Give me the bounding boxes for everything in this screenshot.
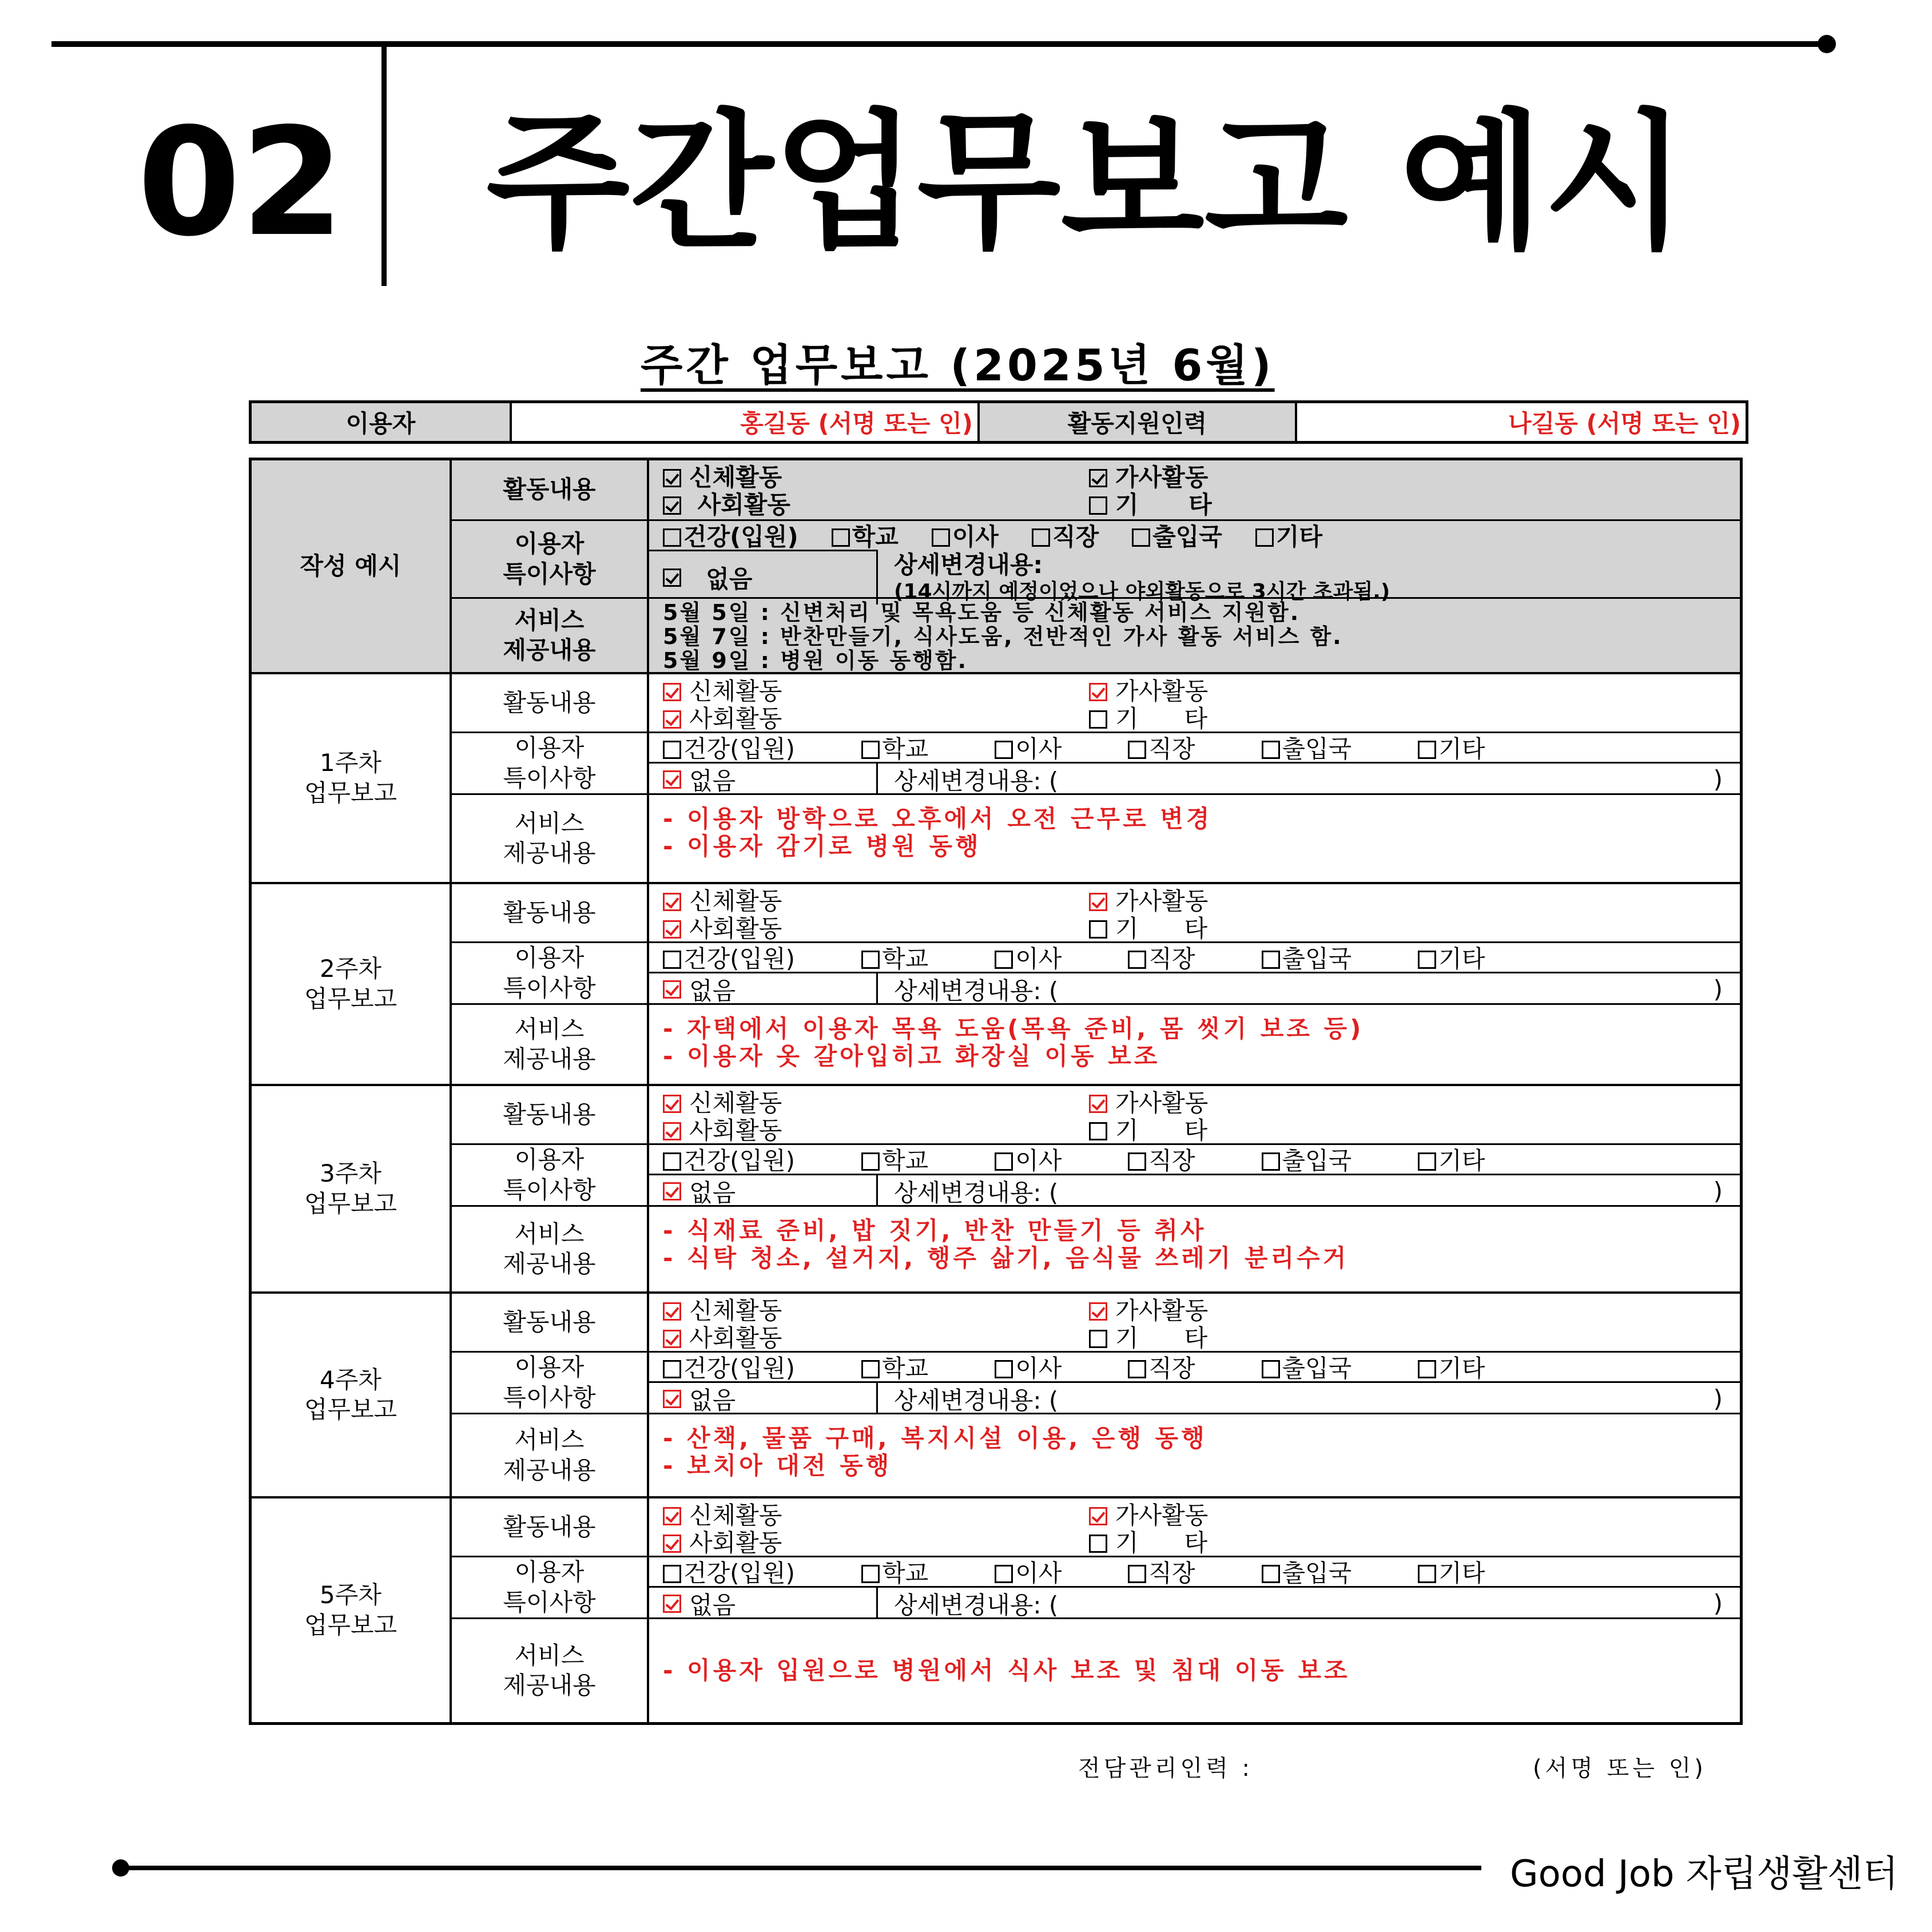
top-rule-dot xyxy=(1818,35,1836,53)
option-housework: 가사활동 xyxy=(1115,887,1209,915)
checkbox-icon[interactable] xyxy=(995,741,1013,759)
close-paren: ) xyxy=(1713,1177,1723,1205)
checkbox-icon[interactable] xyxy=(932,528,950,547)
special-option: 학교 xyxy=(882,735,929,763)
checkbox-icon[interactable] xyxy=(995,951,1013,969)
checkbox-icon[interactable] xyxy=(1089,496,1107,515)
special-label: 이용자 xyxy=(514,1353,585,1381)
special-option: 기타 xyxy=(1438,1354,1485,1382)
special-label: 이용자 xyxy=(514,734,585,762)
checkbox-icon[interactable] xyxy=(861,951,880,969)
service-item: - 보치아 대전 동행 xyxy=(663,1452,892,1480)
special-option: 출입국 xyxy=(1282,735,1352,763)
special-option: 학교 xyxy=(852,523,899,551)
checkbox-checked-icon[interactable] xyxy=(663,683,681,701)
header-row xyxy=(249,400,1748,444)
special-option: 직장 xyxy=(1148,1354,1195,1382)
checkbox-checked-icon[interactable] xyxy=(663,1595,681,1613)
option-physical: 신체활동 xyxy=(689,463,782,491)
checkbox-icon[interactable] xyxy=(832,528,850,547)
checkbox-icon[interactable] xyxy=(1089,710,1107,729)
checkbox-checked-icon[interactable] xyxy=(663,1330,681,1348)
option-social: 사회활동 xyxy=(689,915,782,943)
service-item: - 이용자 입원으로 병원에서 식사 보조 및 침대 이동 보조 xyxy=(663,1656,1350,1684)
checkbox-icon[interactable] xyxy=(1089,1535,1107,1553)
special-option: 직장 xyxy=(1052,523,1099,551)
special-option: 출입국 xyxy=(1282,1559,1352,1587)
checkbox-checked-icon[interactable] xyxy=(663,1122,681,1140)
option-social: 사회활동 xyxy=(689,705,782,733)
special-option: 건강(입원) xyxy=(683,1354,796,1382)
activity-label: 활동내용 xyxy=(452,674,649,732)
service-item: - 자택에서 이용자 목욕 도움(목욕 준비, 몸 씻기 보조 등) xyxy=(663,1015,1364,1043)
week-label: 업무보고 xyxy=(304,1611,397,1639)
checkbox-icon[interactable] xyxy=(1262,741,1280,759)
detail-title: 상세변경내용: xyxy=(894,551,1043,579)
checkbox-icon[interactable] xyxy=(861,1360,880,1378)
manager-signature-label: 전담관리인력 : xyxy=(1078,1755,1254,1782)
option-none: 없음 xyxy=(689,976,736,1005)
checkbox-checked-icon[interactable] xyxy=(663,980,681,999)
manager-signature-field[interactable]: (서명 또는 인) xyxy=(1533,1755,1707,1782)
detail-field[interactable]: 상세변경내용: ( xyxy=(894,1591,1059,1619)
special-option: 기타 xyxy=(1275,523,1323,551)
special-option: 학교 xyxy=(882,1354,929,1382)
checkbox-icon[interactable] xyxy=(1128,951,1146,969)
option-housework: 가사활동 xyxy=(1115,1089,1209,1117)
detail-field[interactable]: 상세변경내용: ( xyxy=(894,766,1059,795)
week-label: 업무보고 xyxy=(304,778,397,807)
detail-field[interactable]: 상세변경내용: ( xyxy=(894,1386,1059,1414)
special-option: 기타 xyxy=(1438,735,1485,763)
checkbox-checked-icon[interactable] xyxy=(1089,1507,1107,1525)
checkbox-icon[interactable] xyxy=(1132,528,1150,547)
week-label: 업무보고 xyxy=(304,984,397,1013)
special-option: 직장 xyxy=(1148,735,1195,763)
checkbox-checked-icon[interactable] xyxy=(663,920,681,939)
bottom-rule xyxy=(114,1866,1481,1870)
week-label: 3주차 xyxy=(320,1159,381,1187)
service-item: - 식탁 청소, 설거지, 행주 삶기, 음식물 쓰레기 분리수거 xyxy=(663,1244,1349,1273)
service-item: 5월 5일 : 신변처리 및 목욕도움 등 신체활동 서비스 지원함. xyxy=(663,600,1301,625)
week-group xyxy=(252,1498,1740,1722)
special-option: 이사 xyxy=(1015,1354,1062,1382)
special-option: 직장 xyxy=(1148,1559,1195,1587)
activity-label: 활동내용 xyxy=(452,460,649,519)
special-label: 이용자 xyxy=(514,1558,585,1586)
section-title: 주간업무보고 예시 xyxy=(486,97,1687,269)
service-label: 서비스 xyxy=(514,1641,585,1669)
bottom-rule-dot xyxy=(112,1859,129,1877)
special-option: 학교 xyxy=(882,1147,929,1175)
special-option: 출입국 xyxy=(1282,1147,1352,1175)
week-label: 1주차 xyxy=(320,749,381,777)
checkbox-checked-icon[interactable] xyxy=(663,1182,681,1200)
option-physical: 신체활동 xyxy=(689,1297,782,1325)
detail-field[interactable]: 상세변경내용: ( xyxy=(894,976,1059,1005)
checkbox-icon[interactable] xyxy=(1128,1565,1146,1583)
checkbox-checked-icon[interactable] xyxy=(1089,1302,1107,1321)
checkbox-icon[interactable] xyxy=(1262,951,1280,969)
option-other: 기 타 xyxy=(1115,1324,1208,1353)
checkbox-checked-icon[interactable] xyxy=(663,770,681,789)
checkbox-icon[interactable] xyxy=(663,741,681,759)
option-none: 없음 xyxy=(689,766,736,795)
checkbox-checked-icon[interactable] xyxy=(663,1390,681,1408)
checkbox-icon[interactable] xyxy=(1089,1122,1107,1140)
special-option: 건강(입원) xyxy=(683,523,798,551)
service-item: - 식재료 준비, 밥 짓기, 반찬 만들기 등 취사 xyxy=(663,1217,1207,1245)
checkbox-icon[interactable] xyxy=(861,1152,880,1171)
checkbox-checked-icon[interactable] xyxy=(663,1535,681,1553)
detail-field[interactable]: 상세변경내용: ( xyxy=(894,1178,1059,1207)
special-option: 학교 xyxy=(882,945,929,973)
checkbox-icon[interactable] xyxy=(1262,1565,1280,1583)
week-label: 업무보고 xyxy=(304,1396,397,1424)
option-none: 없음 xyxy=(706,565,753,594)
special-option: 이사 xyxy=(1015,945,1062,973)
service-label: 제공내용 xyxy=(503,1456,596,1484)
checkbox-icon[interactable] xyxy=(1255,528,1274,547)
checkbox-icon[interactable] xyxy=(1089,1330,1107,1348)
special-label: 이용자 xyxy=(514,530,585,558)
option-social: 사회활동 xyxy=(689,1529,782,1557)
service-label: 제공내용 xyxy=(503,839,596,867)
checkbox-checked-icon[interactable] xyxy=(1089,469,1107,487)
service-label: 제공내용 xyxy=(503,1045,596,1073)
supporter-label: 활동지원인력 xyxy=(980,403,1297,441)
option-housework: 가사활동 xyxy=(1115,677,1209,705)
activity-label: 활동내용 xyxy=(452,884,649,941)
close-paren: ) xyxy=(1713,1589,1723,1617)
special-label: 특이사항 xyxy=(503,764,596,792)
checkbox-icon[interactable] xyxy=(1032,528,1050,547)
special-option: 이사 xyxy=(1015,735,1062,763)
option-housework: 가사활동 xyxy=(1115,1501,1209,1529)
checkbox-checked-icon[interactable] xyxy=(663,569,681,587)
close-paren: ) xyxy=(1713,765,1723,793)
activity-label: 활동내용 xyxy=(452,1498,649,1556)
checkbox-icon[interactable] xyxy=(1418,1152,1436,1171)
service-item: - 이용자 방학으로 오후에서 오전 근무로 변경 xyxy=(663,805,1213,833)
checkbox-checked-icon[interactable] xyxy=(663,893,681,911)
special-option: 건강(입원) xyxy=(683,1559,796,1587)
special-option: 학교 xyxy=(882,1559,929,1587)
option-none: 없음 xyxy=(689,1386,736,1414)
service-item: 5월 7일 : 반찬만들기, 식사도움, 전반적인 가사 활동 서비스 함. xyxy=(663,623,1343,649)
supporter-signature: 나길동 (서명 또는 인) xyxy=(1508,410,1741,438)
checkbox-icon[interactable] xyxy=(1089,920,1107,939)
service-item: - 이용자 감기로 병원 동행 xyxy=(663,832,981,861)
special-option: 건강(입원) xyxy=(683,1147,796,1175)
option-social: 사회활동 xyxy=(689,1116,782,1145)
checkbox-icon[interactable] xyxy=(1418,1565,1436,1583)
option-physical: 신체활동 xyxy=(689,1501,782,1529)
checkbox-icon[interactable] xyxy=(1262,1152,1280,1171)
service-label: 서비스 xyxy=(514,809,585,837)
option-none: 없음 xyxy=(689,1178,736,1207)
checkbox-checked-icon[interactable] xyxy=(1089,893,1107,911)
user-label: 이용자 xyxy=(252,403,512,441)
service-label: 서비스 xyxy=(514,1219,585,1248)
special-label: 특이사항 xyxy=(503,559,596,588)
checkbox-icon[interactable] xyxy=(1262,1360,1280,1378)
checkbox-icon[interactable] xyxy=(663,1152,681,1171)
week-group xyxy=(252,1086,1740,1294)
checkbox-icon[interactable] xyxy=(663,1360,681,1378)
option-other: 기 타 xyxy=(1115,491,1212,519)
option-physical: 신체활동 xyxy=(689,887,782,915)
special-option: 이사 xyxy=(1015,1559,1062,1587)
option-other: 기 타 xyxy=(1115,915,1208,943)
activity-label: 활동내용 xyxy=(452,1294,649,1351)
service-label: 서비스 xyxy=(514,1426,585,1454)
top-rule xyxy=(51,41,1827,47)
close-paren: ) xyxy=(1713,975,1723,1003)
option-housework: 가사활동 xyxy=(1115,463,1209,491)
checkbox-icon[interactable] xyxy=(1128,1360,1146,1378)
close-paren: ) xyxy=(1713,1385,1723,1413)
service-item: - 이용자 옷 갈아입히고 화장실 이동 보조 xyxy=(663,1042,1160,1071)
special-option: 이사 xyxy=(952,523,999,551)
checkbox-checked-icon[interactable] xyxy=(663,710,681,729)
week-group xyxy=(252,884,1740,1086)
document-title: 주간 업무보고 (2025년 6월) xyxy=(641,340,1275,391)
special-option: 건강(입원) xyxy=(683,735,796,763)
special-label: 이용자 xyxy=(514,1146,585,1174)
week-label: 2주차 xyxy=(320,955,381,983)
special-option: 출입국 xyxy=(1152,523,1222,551)
service-label: 제공내용 xyxy=(503,1671,596,1699)
example-group xyxy=(252,460,1740,674)
checkbox-icon[interactable] xyxy=(1418,741,1436,759)
checkbox-icon[interactable] xyxy=(1128,1152,1146,1171)
checkbox-icon[interactable] xyxy=(861,741,880,759)
service-item: 5월 9일 : 병원 이동 동행함. xyxy=(663,647,968,673)
week-group xyxy=(252,1294,1740,1498)
special-label: 특이사항 xyxy=(503,1175,596,1204)
week-group xyxy=(252,674,1740,884)
special-option: 이사 xyxy=(1015,1147,1062,1175)
service-label: 제공내용 xyxy=(503,636,596,664)
special-label: 특이사항 xyxy=(503,1588,596,1616)
checkbox-checked-icon[interactable] xyxy=(663,1302,681,1321)
service-label: 제공내용 xyxy=(503,1250,596,1278)
special-option: 기타 xyxy=(1438,945,1485,973)
special-option: 건강(입원) xyxy=(683,945,796,973)
special-option: 출입국 xyxy=(1282,945,1352,973)
option-social: 사회활동 xyxy=(689,1324,782,1353)
section-number: 02 xyxy=(137,97,344,269)
option-physical: 신체활동 xyxy=(689,677,782,705)
week-label: 5주차 xyxy=(320,1581,381,1609)
checkbox-icon[interactable] xyxy=(663,951,681,969)
special-option: 기타 xyxy=(1438,1147,1485,1175)
week-label: 4주차 xyxy=(320,1365,381,1394)
checkbox-icon[interactable] xyxy=(861,1565,880,1583)
special-option: 직장 xyxy=(1148,1147,1195,1175)
special-option: 기타 xyxy=(1438,1559,1485,1587)
checkbox-icon[interactable] xyxy=(995,1360,1013,1378)
option-other: 기 타 xyxy=(1115,1529,1208,1557)
checkbox-checked-icon[interactable] xyxy=(663,1507,681,1525)
option-social: 사회활동 xyxy=(697,491,790,519)
service-item: - 산책, 물품 구매, 복지시설 이용, 은행 동행 xyxy=(663,1424,1207,1452)
checkbox-icon[interactable] xyxy=(995,1152,1013,1171)
option-housework: 가사활동 xyxy=(1115,1297,1209,1325)
report-table xyxy=(249,458,1743,1725)
checkbox-checked-icon[interactable] xyxy=(1089,683,1107,701)
checkbox-icon[interactable] xyxy=(1418,951,1436,969)
checkbox-icon[interactable] xyxy=(1418,1360,1436,1378)
special-option: 출입국 xyxy=(1282,1354,1352,1382)
detail-text: (14시까지 예정이었으나 야외활동으로 3시간 초과됨.) xyxy=(894,580,1390,604)
checkbox-checked-icon[interactable] xyxy=(663,469,681,487)
special-label: 특이사항 xyxy=(503,1383,596,1412)
service-label: 서비스 xyxy=(514,606,585,634)
option-other: 기 타 xyxy=(1115,705,1208,733)
checkbox-icon[interactable] xyxy=(995,1565,1013,1583)
special-label: 이용자 xyxy=(514,944,585,972)
checkbox-icon[interactable] xyxy=(663,528,681,547)
service-label: 서비스 xyxy=(514,1015,585,1043)
option-other: 기 타 xyxy=(1115,1116,1208,1145)
checkbox-icon[interactable] xyxy=(1128,741,1146,759)
checkbox-checked-icon[interactable] xyxy=(663,1095,681,1113)
option-physical: 신체활동 xyxy=(689,1089,782,1117)
activity-label: 활동내용 xyxy=(452,1086,649,1143)
week-label: 업무보고 xyxy=(304,1189,397,1218)
user-signature: 홍길동 (서명 또는 인) xyxy=(512,403,980,441)
heading-divider xyxy=(381,46,387,286)
checkbox-checked-icon[interactable] xyxy=(663,496,681,515)
option-none: 없음 xyxy=(689,1591,736,1619)
special-option: 직장 xyxy=(1148,945,1195,973)
checkbox-icon[interactable] xyxy=(663,1565,681,1583)
special-label: 특이사항 xyxy=(503,973,596,1002)
footer-organization: Good Job 자립생활센터 xyxy=(1510,1853,1898,1895)
example-label: 작성 예시 xyxy=(252,460,452,672)
checkbox-checked-icon[interactable] xyxy=(1089,1095,1107,1113)
